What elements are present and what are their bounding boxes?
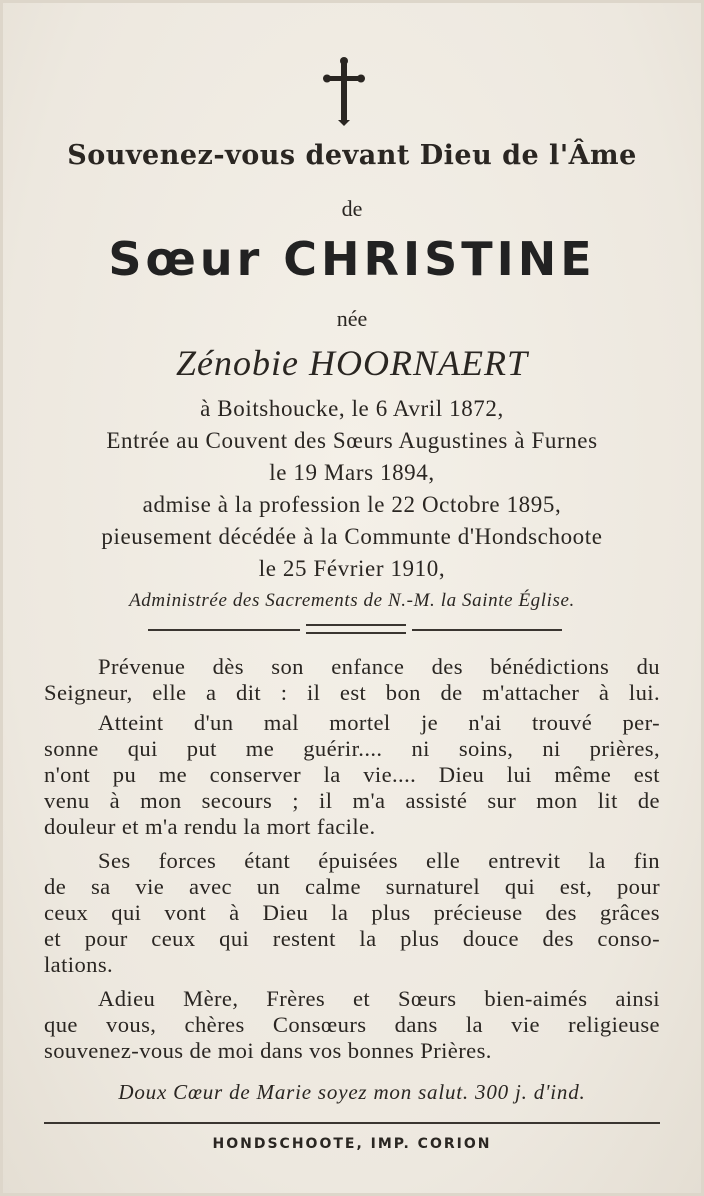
invocation: Souvenez-vous devant Dieu de l'Âme [67,140,637,171]
detail-line: à Boitshoucke, le 6 Avril 1872, [200,396,504,421]
paragraph-line: sonne qui put me guérir.... ni soins, ni prières, [44,736,660,761]
de-label: de [341,196,363,221]
cross-icon [322,56,366,126]
paragraph-line: que vous, chères Consœurs dans la vie religieuse [44,1012,660,1037]
paragraph-line: douleur et m'a rendu la mort facile. [44,814,376,839]
paragraph-line: de sa vie avec un calme surnaturel qui est, pour [44,874,660,899]
paragraph [44,654,660,706]
paragraph-line: venu à mon secours ; il m'a assisté sur mon lit de [44,788,660,813]
detail-line: pieusement décédée à la Communte d'Hondschoote [101,524,603,549]
paragraph-line: Prévenue dès son enfance des bénédictions du [98,654,660,679]
paragraph-line: souvenez-vous de moi dans vos bonnes Prières. [44,1038,492,1063]
paragraph [44,848,660,978]
detail-line: Entrée au Couvent des Sœurs Augustines à Furnes [106,428,598,453]
nee-label: née [336,306,368,331]
paragraph-line: et pour ceux qui restent la plus douce des conso- [44,926,660,951]
paragraph [44,710,660,840]
printer-imprint: HONDSCHOOTE, IMP. CORION [212,1136,492,1152]
paragraph-line: Seigneur, elle a dit : il est bon de m'attacher à lui. [44,680,660,705]
detail-line: admise à la profession le 22 Octobre 1895, [142,492,562,517]
divider [306,624,406,626]
paragraph-line: lations. [44,952,114,977]
detail-line: le 19 Mars 1894, [269,460,435,485]
birth-name: Zénobie HOORNAERT [176,343,528,383]
paragraph-line: Atteint d'un mal mortel je n'ai trouvé per- [98,710,660,735]
prayer-motto: Doux Cœur de Marie soyez mon salut. 300 j. d'ind. [118,1080,586,1104]
administered-line: Administrée des Sacrements de N.-M. la Sainte Église. [129,590,575,611]
paragraph [44,986,660,1064]
divider [412,629,562,631]
detail-line: le 25 Février 1910, [258,556,446,581]
paragraph-line: ceux qui vont à Dieu la plus précieuse des grâces [44,900,660,925]
divider [148,629,300,631]
paragraph-line: Ses forces étant épuisées elle entrevit la fin [98,848,660,873]
divider [306,632,406,634]
deceased-name: Sœur CHRISTINE [108,232,596,286]
paragraph-line: n'ont pu me conserver la vie.... Dieu lui même est [44,762,660,787]
paragraph-line: Adieu Mère, Frères et Sœurs bien-aimés ainsi [98,986,660,1011]
divider [44,1122,660,1124]
